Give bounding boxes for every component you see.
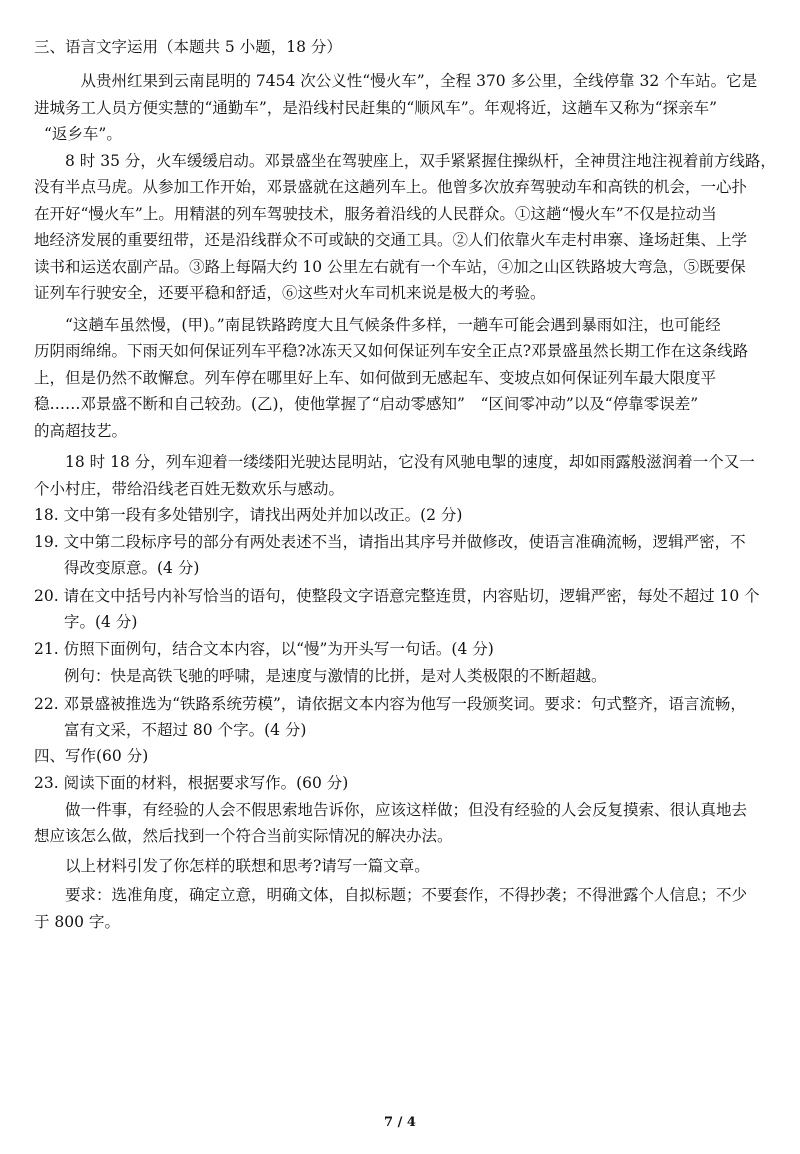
- passage-p2-line-1: 8 时 35 分，火车缓缓启动。邓景盛坐在驾驶座上，双手紧紧握住操纵杆，全神贯注地注视着前方线路，: [65, 152, 776, 170]
- question-22-line-1: 22. 邓景盛被推选为“铁路系统劳模”，请依据文本内容为他写一段颁奖词。要求：句式整齐，语言流畅，: [34, 695, 746, 713]
- question-22-line-2: 富有文采，不超过 80 个字。(4 分): [64, 721, 307, 739]
- passage-p2-line-4: 地经济发展的重要纽带，还是沿线群众不可或缺的交通工具。②人们依靠火车走村串寨、逢场赶集、上学: [34, 231, 748, 249]
- question-23-prompt: 以上材料引发了你怎样的联想和思考?请写一篇文章。: [65, 857, 430, 875]
- question-18: 18. 文中第一段有多处错别字，请找出两处并加以改正。(2 分): [34, 506, 463, 524]
- passage-p3-line-5: 的高超技艺。: [34, 422, 128, 440]
- passage-p2-line-3: 在开好“慢火车”上。用精湛的列车驾驶技术，服务着沿线的人民群众。①这趟“慢火车”不仅是拉动当: [34, 205, 717, 223]
- section-4-title: 四、写作(60 分): [34, 747, 149, 765]
- question-20-line-2: 字。(4 分): [64, 613, 138, 631]
- passage-p3-line-1: “这趟车虽然慢，(甲)。”南昆铁路跨度大且气候条件多样，一趟车可能会遇到暴雨如注，也可能经: [65, 316, 721, 334]
- question-23-material-line-1: 做一件事，有经验的人会不假思索地告诉你，应该这样做；但没有经验的人会反复摸索、很认真地去: [65, 801, 748, 819]
- passage-p3-line-3: 上，但是仍然不敢懈怠。列车停在哪里好上车、如何做到无感起车、变坡点如何保证列车最大限度平: [34, 369, 717, 387]
- question-23-requirements-line-2: 于 800 字。: [34, 913, 120, 931]
- passage-p2-line-6: 证列车行驶安全，还要平稳和舒适，⑥这些对火车司机来说是极大的考验。: [34, 284, 546, 302]
- passage-p2-line-2: 没有半点马虎。从参加工作开始，邓景盛就在这趟列车上。他曾多次放弃驾驶动车和高铁的机会，一心扑: [34, 178, 748, 196]
- question-23-title: 23. 阅读下面的材料，根据要求写作。(60 分): [34, 774, 349, 792]
- passage-p3-line-2: 历阴雨绵绵。下雨天如何保证列车平稳?冰冻天又如何保证列车安全正点?邓景盛虽然长期工作在这条线路: [34, 342, 749, 360]
- passage-p1-line-1: 从贵州红果到云南昆明的 7454 次公义性“慢火车”，全程 370 多公里，全线停靠 32 个车站。它是: [65, 72, 758, 90]
- question-19-line-1: 19. 文中第二段标序号的部分有两处表述不当，请指出其序号并做修改，使语言准确流畅，逻辑严密，不: [34, 533, 746, 551]
- passage-p4-line-1: 18 时 18 分，列车迎着一缕缕阳光驶达昆明站，它没有风驰电掣的速度，却如雨露般滋润着一个又一: [65, 453, 755, 471]
- question-19-line-2: 得改变原意。(4 分): [64, 559, 200, 577]
- page-number: 7 / 4: [384, 1115, 416, 1130]
- question-21: 21. 仿照下面例句，结合文本内容，以“慢”为开头写一句话。(4 分): [34, 640, 494, 658]
- question-20-line-1: 20. 请在文中括号内补写恰当的语句，使整段文字语意完整连贯，内容贴切，逻辑严密，每处不超过 10 个: [34, 587, 760, 605]
- question-23-material-line-2: 想应该怎么做，然后找到一个符合当前实际情况的解决办法。: [34, 827, 453, 845]
- passage-p1-line-2: 进城务工人员方便实慧的“通勤车”，是沿线村民赶集的“顺风车”。年观将近，这趟车又称为“探亲车”: [34, 99, 718, 117]
- question-23-requirements-line-1: 要求：选准角度，确定立意，明确文体，自拟标题；不要套作，不得抄袭；不得泄露个人信息；不少: [65, 886, 748, 904]
- section-3-title: 三、语言文字运用（本题共 5 小题，18 分）: [34, 38, 342, 56]
- passage-p2-line-5: 读书和运送农副产品。③路上每隔大约 10 公里左右就有一个车站，④加之山区铁路坡大弯急，⑤既要保: [34, 258, 746, 276]
- passage-p1-line-3: “返乡车”。: [44, 125, 122, 143]
- passage-p4-line-2: 个小村庄，带给沿线老百姓无数欢乐与感动。: [34, 480, 345, 498]
- passage-p3-line-4: 稳……邓景盛不断和自己较劲。(乙)，使他掌握了“启动零感知” “区间零冲动”以及“停靠零误差”: [34, 395, 699, 413]
- question-21-example: 例句：快是高铁飞驰的呼啸，是速度与激情的比拼，是对人类极限的不断超越。: [64, 667, 607, 685]
